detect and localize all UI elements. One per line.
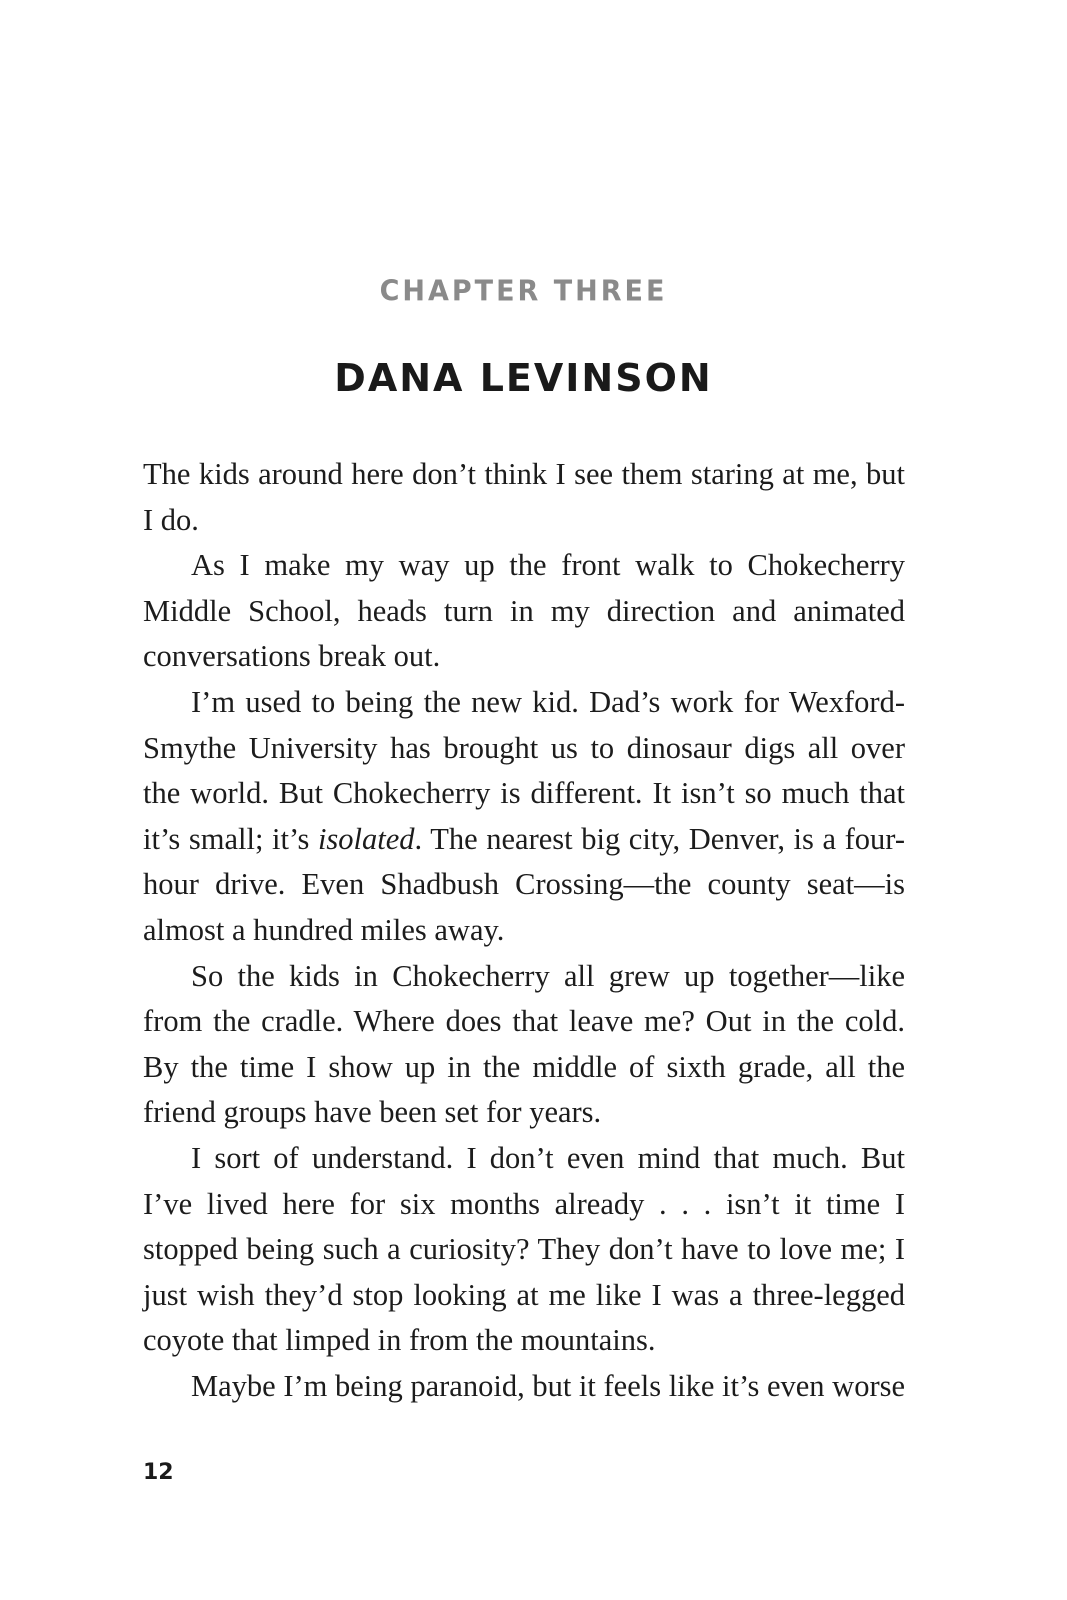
paragraph [143,680,905,954]
paragraph-text: . The nearest big city, Denver, is a four-hour drive. Even Shadbush Crossing—the county seat—is almost a hundred miles away. [143,821,905,947]
body-text [143,452,905,1409]
chapter-title: DANA LEVINSON [334,356,713,400]
paragraph: I sort of understand. I don’t even mind that much. But I’ve lived here for six months already . . . isn’t it time I stopped being such a curiosity? They don’t have to love me; I just wish they’d stop looking at me like I was a three-legged coyote that limped in from the mountains. [143,1140,905,1358]
paragraph-text: I’m used to being the new kid. Dad’s work for Wexford-Smythe University has brought us to dinosaur digs all over the world. But Chokecherry is different. It isn’t so much that it’s small; it’s [143,684,905,856]
paragraph: Maybe I’m being paranoid, but it feels like it’s even worse [191,1368,906,1403]
paragraph: As I make my way up the front walk to Chokecherry Middle School, heads turn in my direction and animated conversations break out. [143,548,905,674]
chapter-label: CHAPTER THREE [379,275,668,308]
emphasized-word: isolated [317,821,415,856]
paragraph: The kids around here don’t think I see them staring at me, but I do. [143,457,905,537]
page-number: 12 [143,1460,174,1485]
paragraph: So the kids in Chokecherry all grew up together—like from the cradle. Where does that leave me? Out in the cold. By the time I show up in the middle of sixth grade, all the friend groups have been set for years. [143,958,905,1130]
